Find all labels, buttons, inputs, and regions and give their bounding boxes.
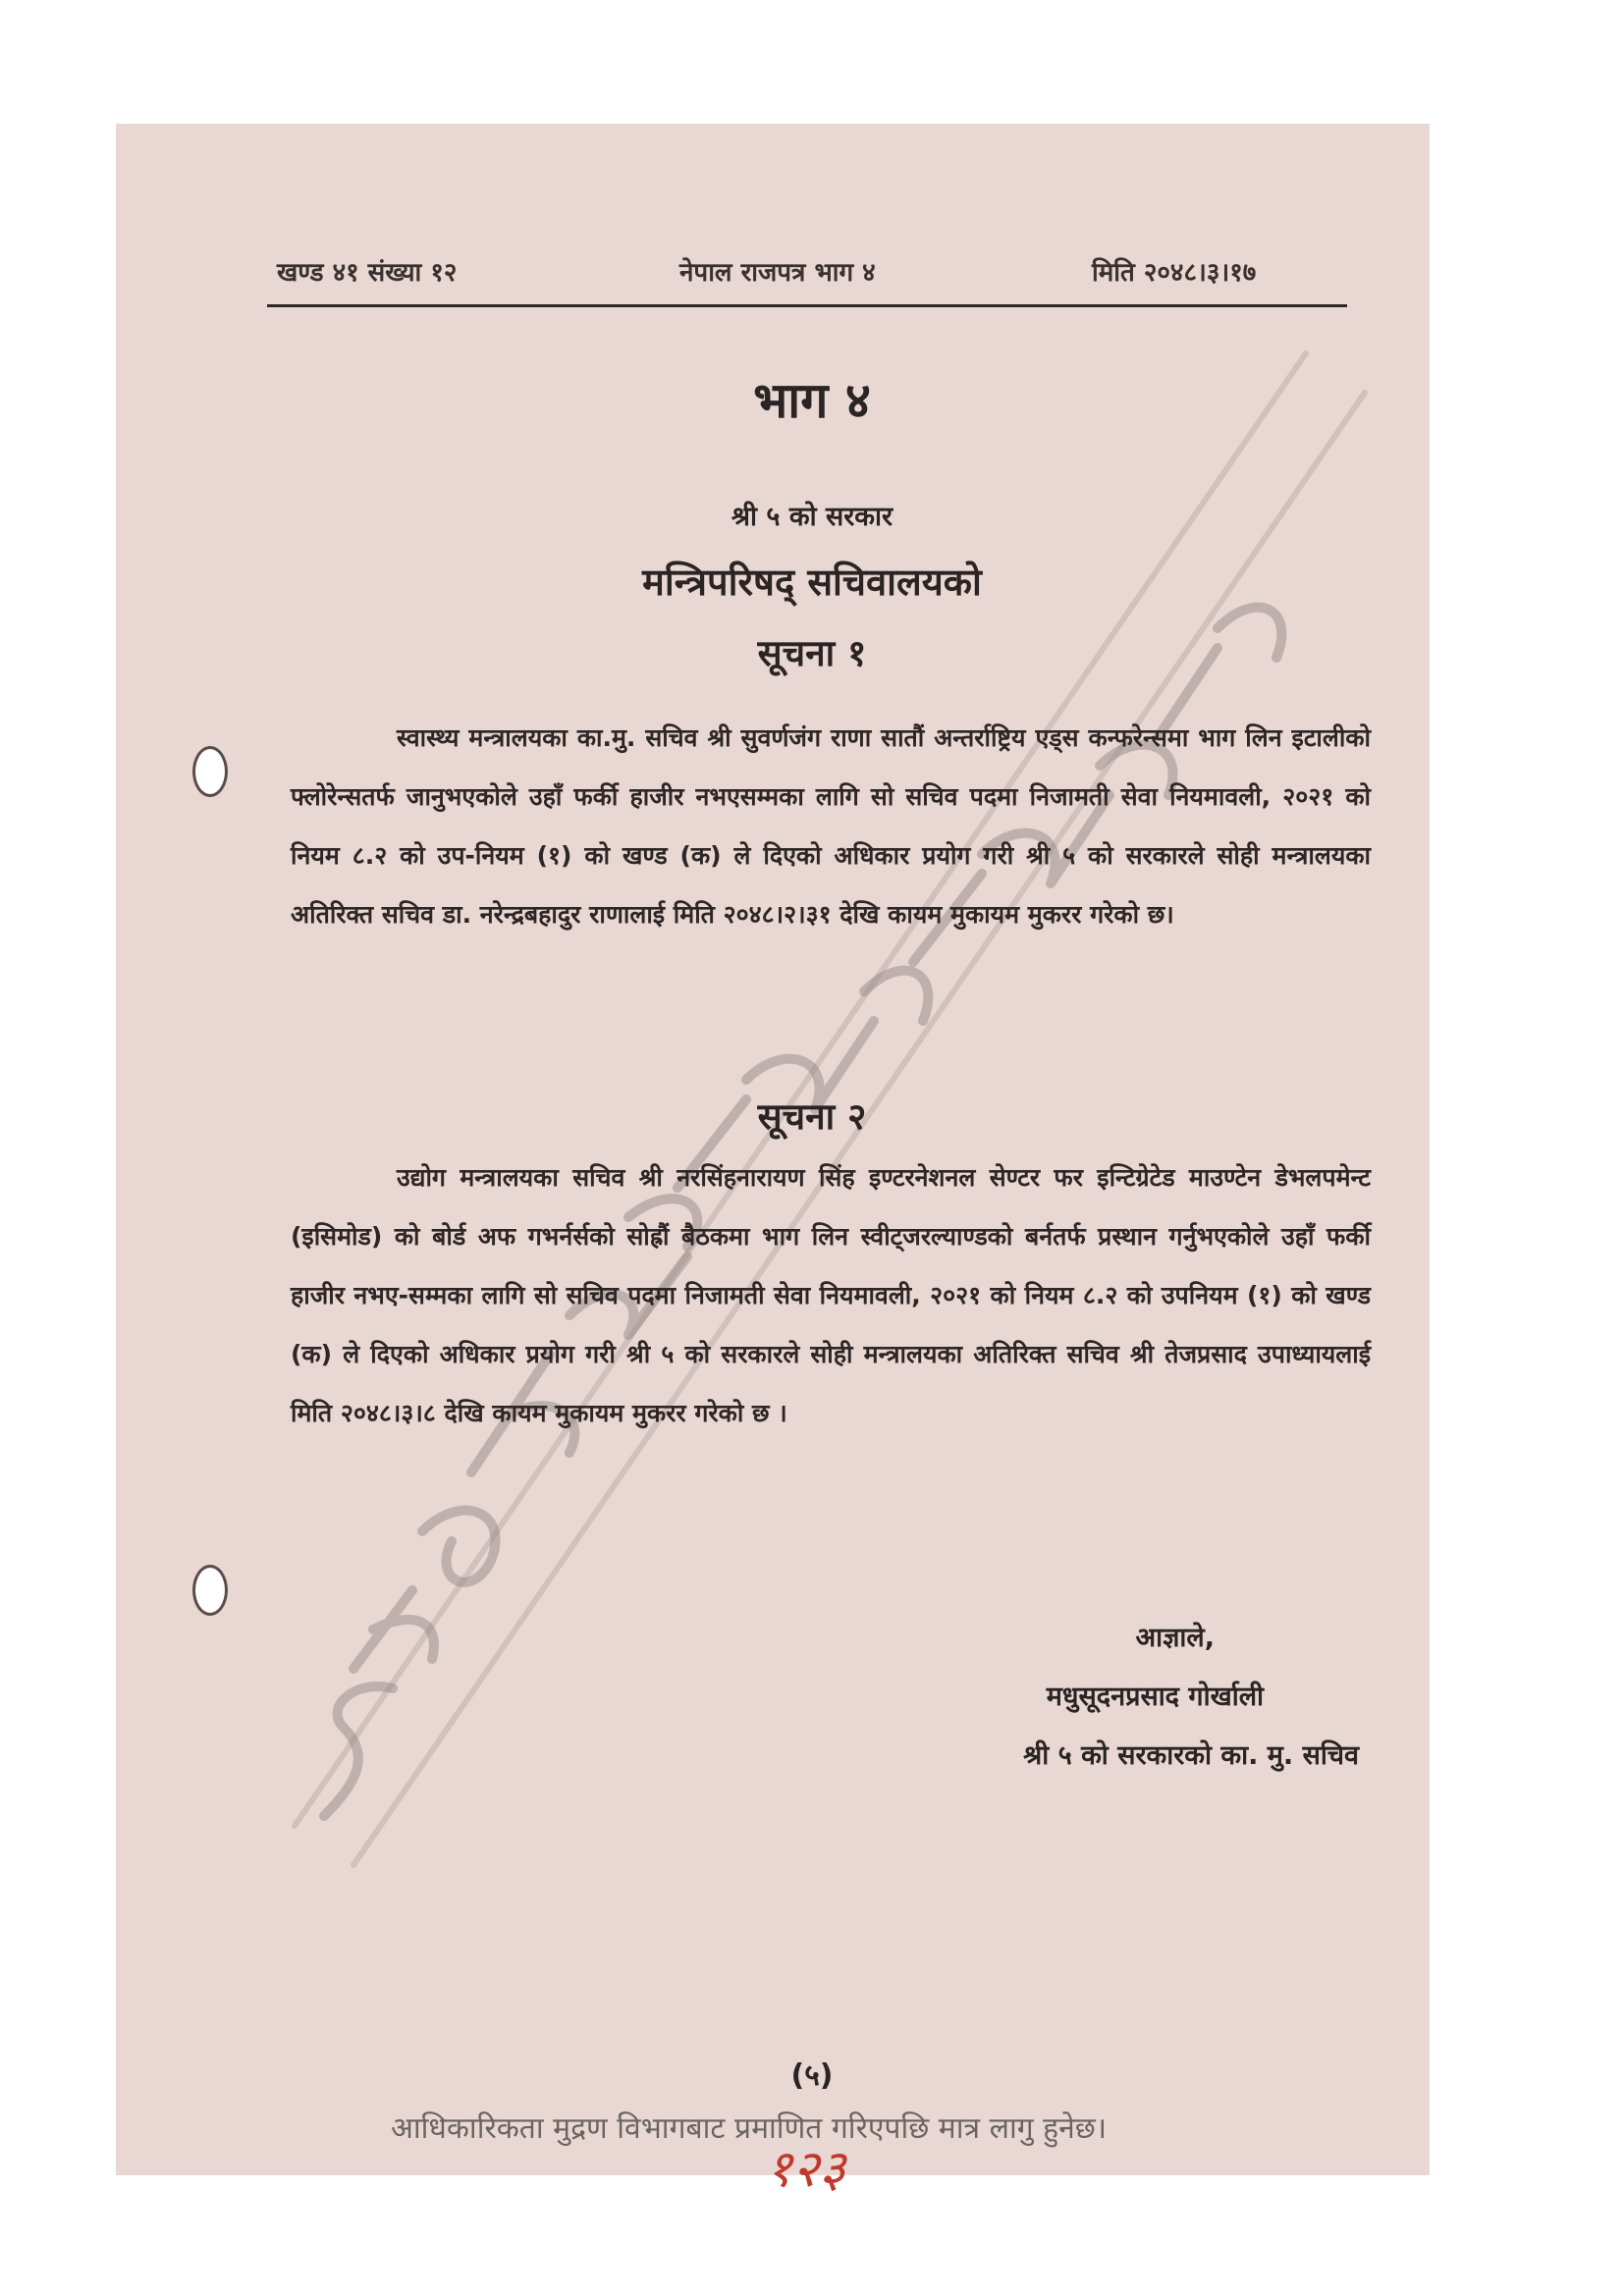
header-divider xyxy=(267,304,1347,307)
signatory-title: श्री ५ को सरकारको का. मु. सचिव xyxy=(1023,1740,1359,1771)
signatory-name: मधुसूदनप्रसाद गोर्खाली xyxy=(1046,1682,1264,1712)
part-title: भाग ४ xyxy=(753,372,871,429)
handwritten-number: १२३ xyxy=(766,2140,846,2199)
authentication-note: आधिकारिकता मुद्रण विभागबाट प्रमाणित गरिएपछि मात्र लागु हुनेछ। xyxy=(391,2111,1108,2146)
notice-2-title: सूचना २ xyxy=(757,1095,867,1138)
issue-date: मिति २०४८।३।१७ xyxy=(1092,258,1257,288)
page-number: (५) xyxy=(790,2058,834,2093)
notice-1-title: सूचना १ xyxy=(757,632,867,674)
government-name: श्री ५ को सरकार xyxy=(731,502,893,532)
ministry-name: मन्त्रिपरिषद् सचिवालयको xyxy=(642,561,982,604)
notice-2-body: उद्योग मन्त्रालयका सचिव श्री नरसिंहनारायण सिंह इण्टरनेशनल सेण्टर फर इन्टिग्रेटेड माउण्टेन डेभलपमेन्ट (इसिमोड) को बोर्ड अफ गभर्नर्सको सोह्रौं बैठकमा भाग लिन स्वीट्जरल्याण्डको बर्नतर्फ प्रस्थान गर्नुभएकोले उहाँ फर्की हाजीर नभए-सम्मका लागि सो सचिव पदमा निजामती सेवा नियमावली, २०२१ को नियम ८.२ को उपनियम (१) को खण्ड (क) ले दिएको अधिकार प्रयोग गरी श्री ५ को सरकारले सोही मन्त्रालयका अतिरिक्त सचिव श्री तेजप्रसाद उपाध्यायलाई मिति २०४८।३।८ देखि कायम मुकायम मुकरर गरेको छ । xyxy=(291,1163,1371,1427)
volume-number: खण्ड ४१ संख्या १२ xyxy=(277,258,458,288)
notice-1-body: स्वास्थ्य मन्त्रालयका का.मु. सचिव श्री सुवर्णजंग राणा सातौं अन्तर्राष्ट्रिय एड्स कन्फरेन्समा भाग लिन इटालीको फ्लोरेन्सतर्फ जानुभएकोले उहाँ फर्की हाजीर नभएसम्मका लागि सो सचिव पदमा निजामती सेवा नियमावली, २०२१ को नियम ८.२ को उप-नियम (१) को खण्ड (क) ले दिएको अधिकार प्रयोग गरी श्री ५ को सरकारले सोही मन्त्रालयका अतिरिक्त सचिव डा. नरेन्द्रबहादुर राणालाई मिति २०४८।२।३१ देखि कायम मुकायम मुकरर गरेको छ। xyxy=(291,723,1371,929)
gazette-name: नेपाल राजपत्र भाग ४ xyxy=(679,258,876,288)
gazette-header xyxy=(277,253,1347,293)
signature-by-order: आज्ञाले, xyxy=(1135,1623,1215,1653)
